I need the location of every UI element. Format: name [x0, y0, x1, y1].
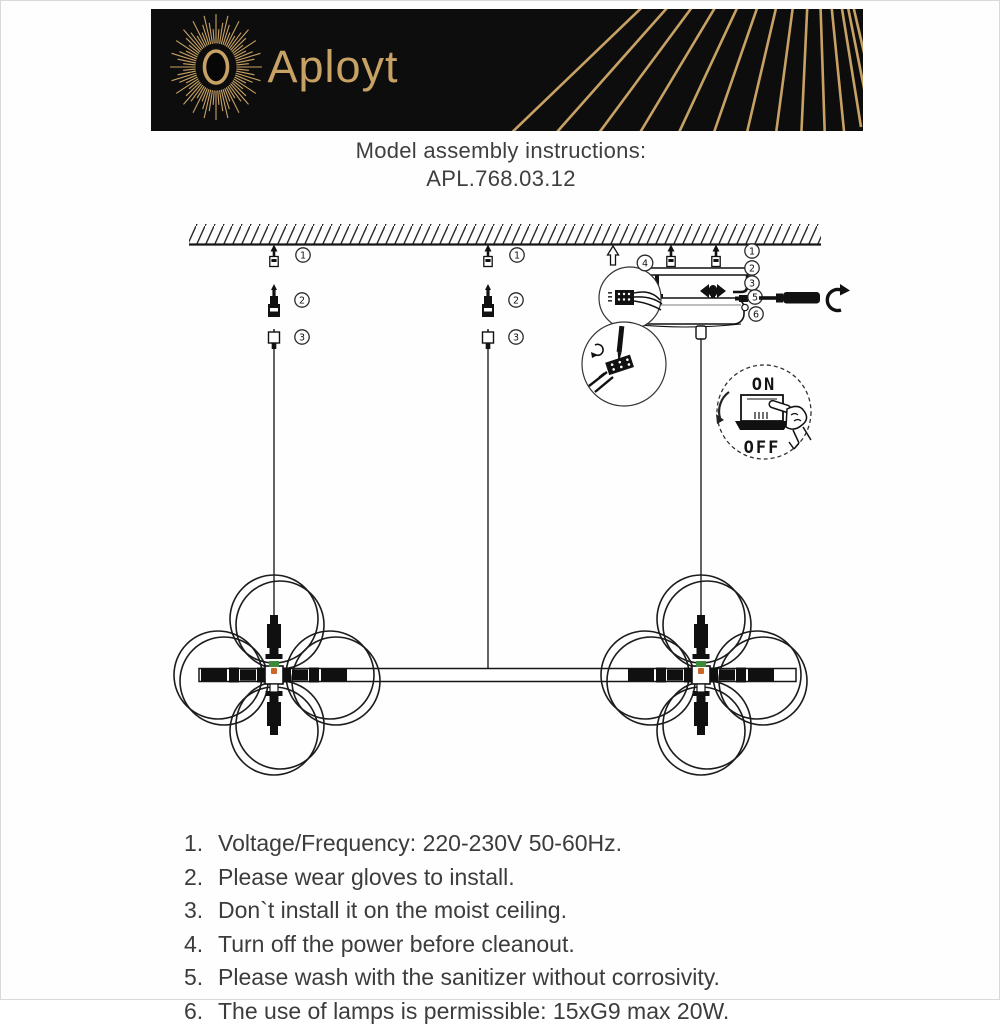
ray-line [801, 9, 815, 131]
ray-line [503, 9, 815, 131]
item-number: 1. [184, 827, 218, 861]
list-item [184, 961, 729, 995]
rotation-arrow-icon [827, 290, 841, 311]
callout-3 [745, 276, 759, 290]
callout-2 [295, 293, 309, 307]
list-item [184, 894, 729, 928]
terminal-block-detail [599, 255, 662, 329]
svg-text:2: 2 [513, 295, 519, 306]
list-item [184, 827, 729, 861]
svg-text:2: 2 [299, 295, 305, 306]
svg-text:1: 1 [300, 250, 306, 261]
switch-on-label: ON [752, 375, 776, 395]
list-item [184, 861, 729, 895]
cable-connector [696, 326, 706, 339]
item-number: 3. [184, 894, 218, 928]
suspension-kit-left [268, 245, 310, 350]
wiring-hand-detail [582, 322, 666, 406]
item-text: Please wear gloves to install. [218, 861, 515, 895]
ray-line [815, 9, 845, 131]
callout-1 [296, 248, 310, 262]
ray-line [675, 9, 815, 131]
brand-banner [151, 9, 863, 131]
ray-line [213, 29, 214, 43]
item-text: Don`t install it on the moist ceiling. [218, 894, 567, 928]
callout-1 [745, 244, 759, 258]
assembly-diagram [151, 206, 871, 806]
item-number: 4. [184, 928, 218, 962]
item-number: 6. [184, 995, 218, 1028]
ray-line [775, 9, 815, 131]
brand-logo-text: Aployt [263, 41, 403, 93]
callout-1 [510, 248, 524, 262]
svg-text:2: 2 [749, 263, 755, 274]
item-number: 2. [184, 861, 218, 895]
switch-off-label: OFF [744, 438, 781, 458]
item-text: Voltage/Frequency: 220-230V 50-60Hz. [218, 827, 622, 861]
ray-line [635, 9, 815, 131]
sunburst-ring [205, 51, 228, 83]
ceiling-hatch [189, 224, 821, 245]
banner-art [151, 9, 863, 131]
up-arrow-icon [608, 246, 619, 265]
suspension-kit-center [482, 245, 524, 350]
callout-6 [749, 307, 763, 321]
callout-2 [745, 261, 759, 275]
callout-3 [509, 330, 523, 344]
screwdriver-icon [759, 284, 850, 311]
power-switch-detail [716, 365, 811, 459]
ray-line [218, 29, 219, 43]
svg-text:5: 5 [752, 292, 758, 303]
ray-line [711, 9, 815, 131]
ray-line [183, 69, 195, 70]
page-title: Model assembly instructions: [1, 137, 1000, 165]
callout-2 [509, 293, 523, 307]
ray-line [236, 69, 248, 70]
instruction-list [184, 827, 729, 1028]
item-text: Turn off the power before cleanout. [218, 928, 575, 962]
ray-line [236, 64, 248, 65]
ray-line [213, 90, 214, 104]
svg-text:4: 4 [642, 259, 648, 270]
svg-text:1: 1 [514, 250, 520, 261]
svg-text:1: 1 [749, 246, 755, 257]
title-block [1, 137, 1000, 193]
ray-line [218, 90, 219, 104]
item-text: Please wash with the sanitizer without corrosivity. [218, 961, 720, 995]
callout-4 [637, 255, 653, 271]
item-text: The use of lamps is permissible: 15xG9 max 20W. [218, 995, 729, 1028]
rocker-switch [735, 395, 789, 430]
model-number: APL.768.03.12 [1, 165, 1000, 193]
callout-3 [295, 330, 309, 344]
svg-text:3: 3 [513, 332, 519, 343]
svg-text:3: 3 [749, 278, 755, 289]
washer [742, 304, 748, 310]
list-item [184, 928, 729, 962]
corner-rays-decoration [503, 9, 863, 131]
svg-text:6: 6 [753, 309, 759, 320]
svg-text:3: 3 [299, 332, 305, 343]
ray-line [183, 64, 195, 65]
item-number: 5. [184, 961, 218, 995]
ray-line [549, 9, 815, 131]
ray-line [815, 9, 825, 131]
